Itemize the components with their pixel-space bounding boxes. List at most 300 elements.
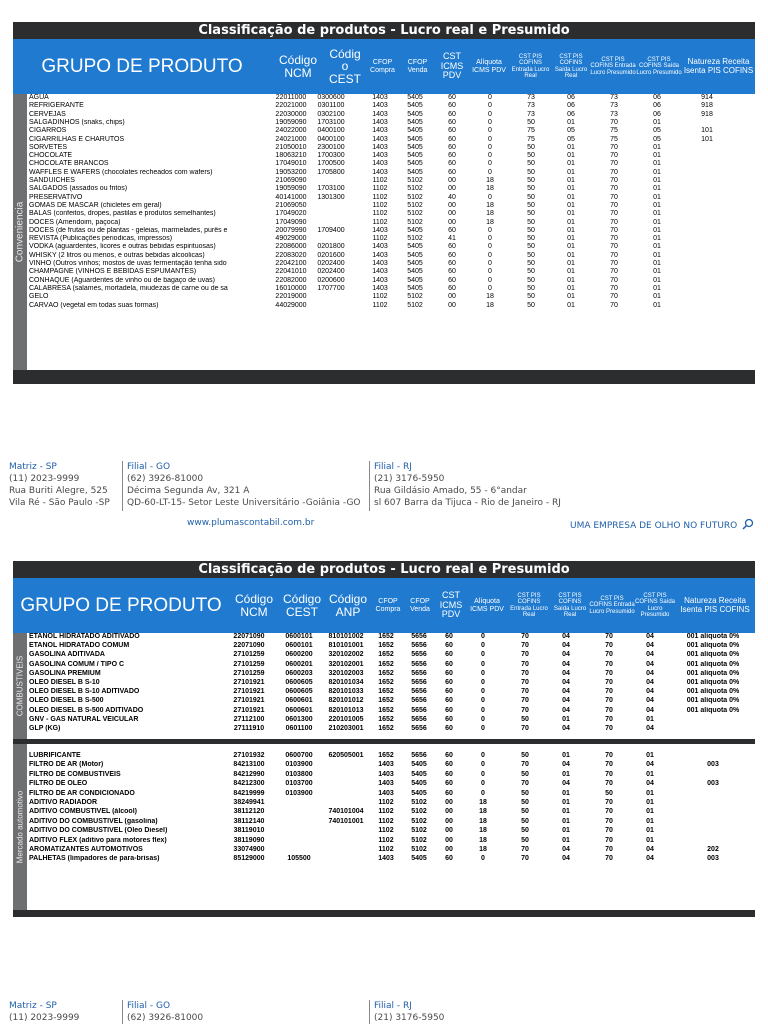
table-cell: 18 <box>479 846 487 853</box>
table-cell: 50 <box>521 789 529 797</box>
table-cell: 0201600 <box>317 251 345 259</box>
table-cell: 0601100 <box>285 725 313 732</box>
table-cell: 0300600 <box>317 94 345 101</box>
table-cell: 5102 <box>411 799 427 806</box>
table-cell: 60 <box>448 127 456 135</box>
table-cell: 70 <box>605 725 613 732</box>
table-cell: 0600101 <box>285 633 313 640</box>
table-cell: 820101013 <box>328 706 364 714</box>
table-cell: 70 <box>605 697 613 705</box>
table-cell: 1403 <box>372 260 388 267</box>
table-cell: 70 <box>521 660 529 668</box>
table-cell: 5405 <box>407 226 423 234</box>
product-name: SALGADINHOS (snaks, chips) <box>29 118 125 126</box>
table-cell: 06 <box>567 102 575 110</box>
table-cell: 00 <box>448 210 456 218</box>
table-cell: 70 <box>521 706 529 714</box>
table-cell: 04 <box>562 651 570 659</box>
table-cell: 06 <box>567 94 575 101</box>
table-row <box>27 160 755 168</box>
table-cell: 1403 <box>372 118 388 126</box>
table-cell: 1403 <box>372 251 388 259</box>
col-cst-saida-real: CST PIS COFINS Saída Lucro Real <box>553 592 587 618</box>
table-cell: 60 <box>445 770 453 778</box>
table-cell: 01 <box>653 235 661 243</box>
product-name: WAFFLES E WAFERS (chocolates recheados com wafers) <box>29 168 213 176</box>
table-cell: 70 <box>610 160 618 168</box>
product-name: CONHAQUE (Aguardentes de vinho ou de bagaço de uvas) <box>29 276 215 284</box>
table-cell: 40 <box>448 193 456 201</box>
table-cell: 05 <box>567 135 575 143</box>
table-cell: 0 <box>481 761 485 769</box>
col-grupo: GRUPO DE PRODUTO <box>41 55 243 77</box>
table-cell: 04 <box>646 846 654 853</box>
table-row <box>27 633 755 641</box>
table-cell: 5405 <box>407 276 423 284</box>
table-cell: 5405 <box>407 118 423 126</box>
table-cell: 50 <box>527 185 535 193</box>
table-cell: 70 <box>605 706 613 714</box>
table-cell: 04 <box>646 651 654 659</box>
table-cell: 04 <box>646 697 654 705</box>
table-cell: 001 alíquota 0% <box>686 633 740 640</box>
table-cell: 1652 <box>378 715 394 723</box>
website-link[interactable]: www.plumascontabil.com.br <box>187 518 315 528</box>
product-name: CHOCOLATE BRANCOS <box>29 160 109 168</box>
table-body-combustiveis <box>27 633 755 739</box>
product-name: OLEO DIESEL B S-10 <box>29 679 100 686</box>
table-cell: 5405 <box>407 127 423 135</box>
table-cell: 5656 <box>411 633 427 640</box>
product-name: REFRIGERANTE <box>29 102 84 110</box>
table-cell: 50 <box>527 118 535 126</box>
table-cell: 04 <box>646 642 654 650</box>
table-cell: 70 <box>521 633 529 640</box>
table-cell: 18063210 <box>275 152 307 160</box>
table-cell: 1102 <box>372 301 388 309</box>
table-cell: 0 <box>488 260 492 267</box>
table-cell: 5656 <box>411 725 427 732</box>
table-cell: 70 <box>605 799 613 806</box>
table-cell: 0 <box>488 193 492 201</box>
page-footer-2 <box>0 1000 768 1024</box>
table-cell: 01 <box>562 715 570 723</box>
table-cell: 220101005 <box>328 715 364 723</box>
table-cell: 01 <box>653 118 661 126</box>
table-cell: 01 <box>653 193 661 201</box>
table-cell: 60 <box>445 706 453 714</box>
table-row <box>27 268 755 276</box>
table-cell: 70 <box>521 642 529 650</box>
table-cell: 0 <box>481 725 485 732</box>
table-cell: 44029000 <box>275 301 307 309</box>
table-cell: 21069090 <box>275 177 307 184</box>
table-cell: 01 <box>567 143 575 151</box>
table-cell: 0 <box>481 697 485 705</box>
table-cell: 1403 <box>372 102 388 110</box>
table-cell: 70 <box>605 660 613 668</box>
table-row <box>27 152 755 160</box>
table-cell: 0 <box>481 679 485 686</box>
table-cell: 70 <box>610 226 618 234</box>
table-cell: 1652 <box>378 725 394 732</box>
table-cell: 1403 <box>372 268 388 276</box>
table-row <box>27 277 755 285</box>
table-cell: 5405 <box>407 110 423 118</box>
table-cell: 1102 <box>378 827 394 835</box>
product-name: SANDUICHES <box>29 177 75 184</box>
table-row <box>27 210 755 218</box>
table-cell: 60 <box>445 697 453 705</box>
table-cell: 1102 <box>372 293 388 301</box>
table-cell: 1700500 <box>317 160 345 168</box>
col-cst-saida-pres: CST PIS COFINS Saída Lucro Presumido <box>635 592 676 618</box>
table-cell: 101 <box>701 135 713 143</box>
table-cell: 820101012 <box>328 697 364 705</box>
table-cell: 0 <box>481 642 485 650</box>
table-cell: 0 <box>481 688 485 696</box>
footer-divider <box>369 1000 370 1024</box>
table-cell: 0 <box>488 102 492 110</box>
table-cell: 60 <box>445 761 453 769</box>
table-cell: 1652 <box>378 679 394 686</box>
table-cell: 60 <box>448 284 456 292</box>
table-cell: 1403 <box>372 143 388 151</box>
table-cell: 60 <box>445 780 453 788</box>
product-name: VINHO (Outros vinhos; mostos de uvas fermentação tenha sido <box>29 260 227 267</box>
table-cell: 1403 <box>372 276 388 284</box>
table-cell: 75 <box>527 127 535 135</box>
table-row <box>27 799 755 807</box>
table-cell: 50 <box>527 168 535 176</box>
table-row <box>27 808 755 816</box>
table-cell: 04 <box>646 633 654 640</box>
table-row <box>27 144 755 152</box>
table-cell: 27111910 <box>233 725 265 732</box>
table-cell: 0 <box>481 715 485 723</box>
footer-matriz: Matriz - SP (11) 2023-9999 Rua Buriti Alegre, 525 Vila Ré - São Paulo -SP <box>9 462 110 508</box>
table-cell: 00 <box>445 827 453 835</box>
table-row <box>27 688 755 696</box>
table-cell: 0400100 <box>317 135 345 143</box>
table-row <box>27 102 755 110</box>
table-cell: 5102 <box>407 193 423 201</box>
table-cell: 50 <box>521 836 529 844</box>
table-cell: 1102 <box>372 210 388 218</box>
table-cell: 0 <box>488 135 492 143</box>
table-cell: 73 <box>527 110 535 118</box>
table-cell: 1703100 <box>317 185 345 193</box>
table-cell: 60 <box>448 102 456 110</box>
table-cell: 0103800 <box>285 770 313 778</box>
table-cell: 105500 <box>287 855 311 863</box>
table-cell: 001 alíquota 0% <box>686 642 740 650</box>
table-cell: 21050010 <box>275 143 307 151</box>
product-name: GASOLINA PREMIUM <box>29 669 101 677</box>
table-cell: 01 <box>567 235 575 243</box>
table-cell: 18 <box>486 218 494 226</box>
table-cell: 70 <box>605 642 613 650</box>
table-cell: 70 <box>605 688 613 696</box>
table-cell: 620505001 <box>328 752 364 759</box>
table-cell: 01 <box>567 251 575 259</box>
footer-filial-go: Filial - GO (62) 3926-81000 Décima Segunda Av, 321 A QD-60-LT-15- Setor Leste Universitário -Goiânia -GO <box>127 462 361 508</box>
table-cell: 5405 <box>407 251 423 259</box>
table-cell: 50 <box>521 827 529 835</box>
table-cell: 820101033 <box>328 688 364 696</box>
table-cell: 70 <box>610 284 618 292</box>
table-row <box>27 219 755 227</box>
table-cell: 01 <box>653 185 661 193</box>
product-name: ADITIVO DO COMBUSTÍVEL (Óleo Diesel) <box>29 827 168 835</box>
table-cell: 5405 <box>407 260 423 267</box>
table-cell: 50 <box>521 799 529 806</box>
table-cell: 50 <box>527 301 535 309</box>
table-cell: 06 <box>653 110 661 118</box>
table-cell: 60 <box>448 168 456 176</box>
product-name: CIGARROS <box>29 127 67 135</box>
table-row <box>27 119 755 127</box>
table-row <box>27 260 755 268</box>
table-cell: 22041010 <box>275 268 307 276</box>
table-row <box>27 818 755 826</box>
table-cell: 04 <box>646 669 654 677</box>
table-cell: 60 <box>445 660 453 668</box>
table-cell: 1102 <box>372 218 388 226</box>
table-cell: 01 <box>567 218 575 226</box>
table-cell: 50 <box>527 226 535 234</box>
table-cell: 05 <box>567 127 575 135</box>
product-name: ADITIVO COMBUSTÍVEL (álcool) <box>29 808 137 816</box>
table-cell: 01 <box>567 201 575 209</box>
table-cell: 70 <box>521 697 529 705</box>
table-cell: 60 <box>448 152 456 160</box>
table-cell: 1703100 <box>317 118 345 126</box>
table-cell: 101 <box>701 127 713 135</box>
table-cell: 04 <box>562 846 570 853</box>
table-cell: 0600203 <box>285 669 313 677</box>
table-cell: 60 <box>445 789 453 797</box>
table-cell: 22071090 <box>233 633 265 640</box>
table-cell: 27101259 <box>233 651 265 659</box>
table-cell: 1403 <box>372 135 388 143</box>
table-cell: 04 <box>562 679 570 686</box>
table-cell: 0 <box>488 284 492 292</box>
table-cell: 820101034 <box>328 679 364 686</box>
table-cell: 01 <box>653 293 661 301</box>
table-cell: 70 <box>521 761 529 769</box>
table-cell: 60 <box>445 679 453 686</box>
table-cell: 001 alíquota 0% <box>686 651 740 659</box>
table-cell: 320102001 <box>328 660 364 668</box>
table-cell: 04 <box>562 669 570 677</box>
table-cell: 60 <box>448 135 456 143</box>
table-cell: 01 <box>567 260 575 267</box>
table-cell: 01 <box>653 152 661 160</box>
table-cell: 1403 <box>372 152 388 160</box>
table-cell: 1102 <box>372 177 388 184</box>
table-cell: 70 <box>521 846 529 853</box>
classification-table-2 <box>13 561 755 917</box>
table-cell: 1403 <box>372 226 388 234</box>
table-cell: 5405 <box>411 789 427 797</box>
table-cell: 0 <box>481 780 485 788</box>
product-name: GLP (KG) <box>29 725 61 732</box>
table-cell: 0202400 <box>317 260 345 267</box>
table-cell: 5405 <box>407 143 423 151</box>
table-cell: 01 <box>567 152 575 160</box>
table-cell: 60 <box>448 260 456 267</box>
table-cell: 1102 <box>372 201 388 209</box>
col-cfop-venda: CFOP Venda <box>410 598 430 613</box>
table-cell: 0 <box>488 243 492 251</box>
table-cell: 50 <box>527 293 535 301</box>
table-cell: 70 <box>521 679 529 686</box>
table-cell: 70 <box>521 725 529 732</box>
table-cell: 01 <box>653 301 661 309</box>
table-cell: 1652 <box>378 642 394 650</box>
table-cell: 0 <box>488 276 492 284</box>
table-cell: 01 <box>646 789 654 797</box>
table-cell: 0 <box>481 651 485 659</box>
table-cell: 60 <box>448 94 456 101</box>
table-row <box>27 761 755 769</box>
product-name: FILTRO DE COMBUSTIVEIS <box>29 770 121 778</box>
footer-filial-rj: Filial - RJ (21) 3176-5950 <box>374 1001 445 1023</box>
table-cell: 01 <box>646 799 654 806</box>
table-cell: 50 <box>527 201 535 209</box>
table-cell: 06 <box>567 110 575 118</box>
table-row <box>27 790 755 798</box>
table-cell: 18 <box>479 827 487 835</box>
table-cell: 19059090 <box>275 118 307 126</box>
table-cell: 22030000 <box>275 110 307 118</box>
table-cell: 918 <box>701 102 713 110</box>
table-cell: 1102 <box>378 817 394 825</box>
product-name: AGUA <box>29 94 49 101</box>
table-row <box>27 194 755 202</box>
group-label-automotivo: Mercado automotivo <box>13 744 27 910</box>
table-cell: 04 <box>562 725 570 732</box>
table-cell: 0600201 <box>285 660 313 668</box>
table-cell: 60 <box>448 160 456 168</box>
table-cell: 0103900 <box>285 761 313 769</box>
table-cell: 1102 <box>372 193 388 201</box>
table-cell: 70 <box>610 293 618 301</box>
table-cell: 0 <box>488 110 492 118</box>
table-cell: 18 <box>479 817 487 825</box>
table-cell: 0 <box>481 752 485 759</box>
table-cell: 60 <box>445 669 453 677</box>
table-cell: 24021000 <box>275 135 307 143</box>
table-cell: 5656 <box>411 697 427 705</box>
table-cell: 04 <box>562 642 570 650</box>
table-cell: 70 <box>605 855 613 863</box>
table-cell: 0 <box>488 143 492 151</box>
product-name: ETANOL HIDRATADO COMUM <box>29 642 130 650</box>
table-cell: 04 <box>646 855 654 863</box>
table-cell: 1705800 <box>317 168 345 176</box>
table-cell: 19053200 <box>275 168 307 176</box>
table-cell: 0 <box>481 789 485 797</box>
table-cell: 5405 <box>411 780 427 788</box>
table-cell: 04 <box>562 697 570 705</box>
table-cell: 60 <box>448 268 456 276</box>
table-cell: 70 <box>610 235 618 243</box>
table-row <box>27 752 755 760</box>
table-cell: 50 <box>527 260 535 267</box>
table-cell: 70 <box>610 251 618 259</box>
table-cell: 0 <box>488 160 492 168</box>
table-row <box>27 202 755 210</box>
table-cell: 70 <box>605 846 613 853</box>
table-cell: 1652 <box>378 651 394 659</box>
table-cell: 001 alíquota 0% <box>686 688 740 696</box>
table-cell: 0 <box>488 152 492 160</box>
table-cell: 1403 <box>372 168 388 176</box>
table-cell: 0103700 <box>285 780 313 788</box>
table-cell: 1403 <box>372 243 388 251</box>
table-cell: 003 <box>707 780 719 788</box>
table-cell: 5102 <box>407 218 423 226</box>
table-cell: 01 <box>567 193 575 201</box>
table-cell: 1652 <box>378 752 394 759</box>
col-grupo: GRUPO DE PRODUTO <box>20 594 222 616</box>
col-natureza: Natureza Receita Isenta PIS COFINS <box>683 57 754 75</box>
table-cell: 24022000 <box>275 127 307 135</box>
table-cell: 5102 <box>411 817 427 825</box>
table-cell: 60 <box>448 226 456 234</box>
table-cell: 50 <box>527 251 535 259</box>
col-aliquota: Alíquota ICMS PDV <box>470 598 504 613</box>
table-row <box>27 136 755 144</box>
col-cfop-venda: CFOP Venda <box>407 59 428 74</box>
table-cell: 50 <box>527 143 535 151</box>
col-cst-saida-pres: CST PIS COFINS Saída Lucro Presumido <box>636 57 682 76</box>
table-cell: 70 <box>605 633 613 640</box>
col-cst-entrada-pres: CST PIS COFINS Entrada Lucro Presumido <box>590 57 636 76</box>
table-cell: 0202400 <box>317 268 345 276</box>
table-cell: 75 <box>610 127 618 135</box>
table-row <box>27 846 755 854</box>
table-cell: 0 <box>488 235 492 243</box>
footer-filial-go: Filial - GO (62) 3926-81000 <box>127 1001 204 1023</box>
col-cst-icms: CST ICMS PDV <box>439 590 463 620</box>
table-cell: 73 <box>527 102 535 110</box>
table-cell: 60 <box>448 110 456 118</box>
table-cell: 0 <box>488 94 492 101</box>
table-row <box>27 285 755 293</box>
table-cell: 50 <box>521 817 529 825</box>
table-cell: 01 <box>567 293 575 301</box>
table-row <box>27 725 755 733</box>
table-cell: 04 <box>646 706 654 714</box>
table-cell: 70 <box>610 210 618 218</box>
table-cell: 70 <box>605 715 613 723</box>
table-cell: 18 <box>479 836 487 844</box>
table-cell: 01 <box>653 284 661 292</box>
table-cell: 2300100 <box>317 143 345 151</box>
product-name: PRESERVATIVO <box>29 193 83 201</box>
table-cell: 60 <box>448 143 456 151</box>
table-cell: 01 <box>567 301 575 309</box>
table-cell: 18 <box>486 177 494 184</box>
table-cell: 22071090 <box>233 642 265 650</box>
table-cell: 70 <box>610 185 618 193</box>
table-cell: 50 <box>527 243 535 251</box>
table-cell: 01 <box>653 201 661 209</box>
slogan: UMA EMPRESA DE OLHO NO FUTURO <box>570 518 754 531</box>
